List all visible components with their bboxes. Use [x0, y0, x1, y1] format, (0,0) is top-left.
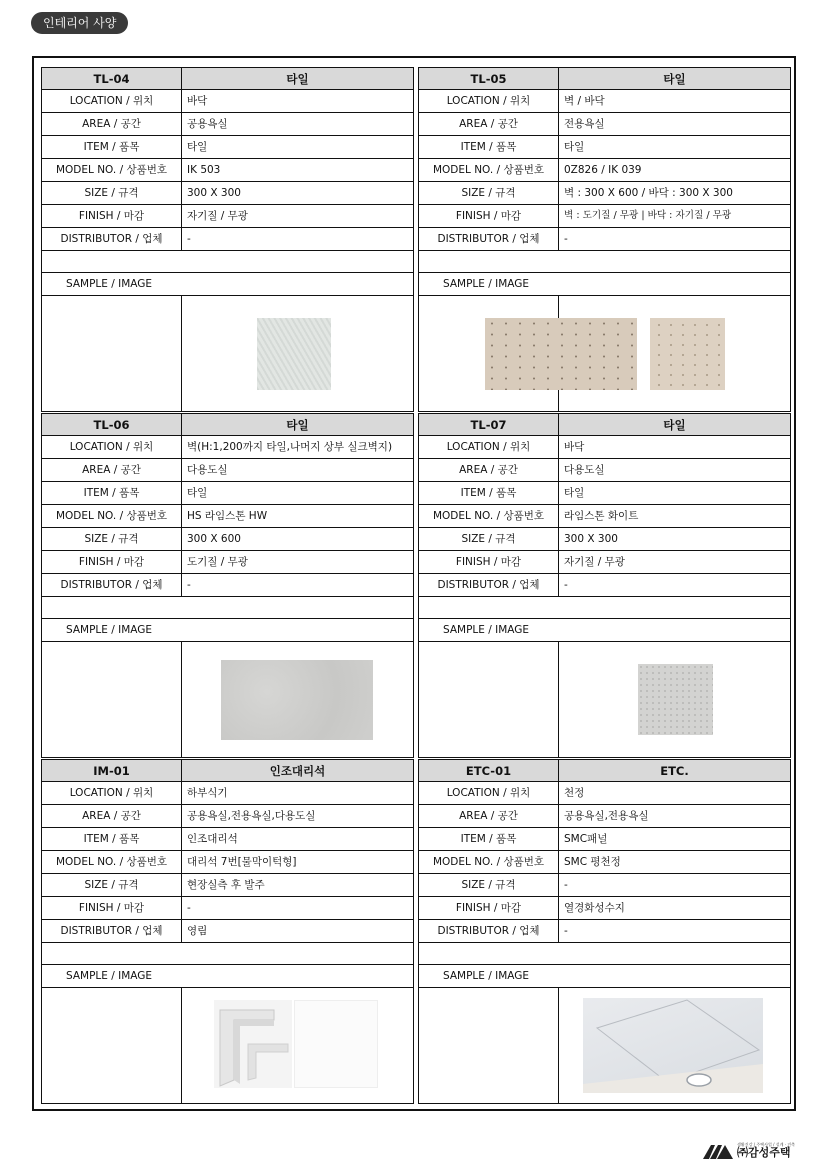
spacer-row — [418, 597, 791, 619]
model-label: MODEL NO. / 상품번호 — [419, 851, 559, 873]
model-value: 0Z826 / IK 039 — [564, 164, 642, 176]
spacer-row — [418, 943, 791, 965]
model-row — [418, 505, 791, 528]
location-label: LOCATION / 위치 — [42, 436, 182, 458]
spacer-row — [41, 251, 414, 273]
item-row — [418, 136, 791, 159]
item-value: SMC패널 — [564, 833, 608, 845]
finish-label: FINISH / 마감 — [42, 205, 182, 227]
item-value: 타일 — [564, 141, 585, 153]
area-value: 공용욕실,전용욕실,다용도실 — [187, 810, 316, 822]
finish-value: 자기질 / 무광 — [564, 556, 625, 568]
marble-surface-image — [294, 1000, 378, 1088]
distributor-value: 영림 — [187, 925, 208, 937]
location-label: LOCATION / 위치 — [42, 782, 182, 804]
model-value: 대리석 7번[물막이턱형] — [187, 856, 297, 868]
floor-tile-sample-image — [650, 318, 725, 390]
size-row — [41, 182, 414, 205]
distributor-label: DISTRIBUTOR / 업체 — [42, 228, 182, 250]
sample-label: SAMPLE / IMAGE — [443, 278, 530, 290]
spec-code: TL-06 — [42, 414, 182, 435]
model-label: MODEL NO. / 상품번호 — [42, 505, 182, 527]
marble-profile-icon — [214, 1000, 292, 1088]
finish-label: FINISH / 마감 — [419, 897, 559, 919]
spec-header-row — [41, 67, 414, 90]
sample-row — [41, 619, 414, 642]
logo-mark-icon — [703, 1143, 733, 1159]
sample-image-area — [41, 296, 414, 412]
spec-block-etc-01 — [418, 759, 791, 1105]
area-value: 공용욕실 — [187, 118, 228, 130]
finish-value: 열경화성수지 — [564, 902, 625, 914]
finish-value: 벽 : 도기질 / 무광 | 바닥 : 자기질 / 무광 — [564, 210, 732, 221]
model-row — [41, 505, 414, 528]
ceiling-sample-image — [583, 998, 763, 1093]
sample-image-area — [41, 988, 414, 1104]
spec-category: 타일 — [286, 418, 309, 432]
spec-code: TL-07 — [419, 414, 559, 435]
company-subtitle: 생활건강 / 주택사업 / 설계 · 건축 — [737, 1142, 795, 1147]
spec-frame — [32, 56, 796, 1111]
spec-block-tl-07 — [418, 413, 791, 759]
spec-header-row — [41, 413, 414, 436]
area-row — [418, 805, 791, 828]
location-value: 하부식기 — [187, 787, 228, 799]
spec-block-im-01 — [41, 759, 414, 1105]
area-label: AREA / 공간 — [419, 459, 559, 481]
spec-category: 타일 — [663, 418, 686, 432]
sample-image-area — [418, 296, 791, 412]
size-label: SIZE / 규격 — [42, 874, 182, 896]
sample-row — [41, 273, 414, 296]
size-value: 300 X 300 — [187, 187, 241, 199]
finish-value: 도기질 / 무광 — [187, 556, 248, 568]
size-value: 현장실측 후 발주 — [187, 879, 265, 891]
finish-row — [418, 205, 791, 228]
model-value: 라임스톤 화이트 — [564, 510, 639, 522]
spec-block-tl-04 — [41, 67, 414, 413]
model-label: MODEL NO. / 상품번호 — [42, 851, 182, 873]
area-row — [41, 805, 414, 828]
item-value: 타일 — [564, 487, 585, 499]
spec-code: TL-04 — [42, 68, 182, 89]
ceiling-panel-icon — [583, 998, 763, 1093]
location-row — [41, 436, 414, 459]
finish-row — [418, 897, 791, 920]
spec-category: 타일 — [663, 72, 686, 86]
tile-sample-image — [638, 664, 713, 735]
area-label: AREA / 공간 — [419, 113, 559, 135]
tile-sample-image — [221, 660, 373, 740]
distributor-row — [41, 228, 414, 251]
area-label: AREA / 공간 — [42, 113, 182, 135]
distributor-label: DISTRIBUTOR / 업체 — [42, 574, 182, 596]
location-row — [41, 90, 414, 113]
sample-label: SAMPLE / IMAGE — [66, 278, 153, 290]
spec-code: ETC-01 — [419, 760, 559, 781]
spacer-row — [418, 251, 791, 273]
model-row — [418, 851, 791, 874]
spec-header-row — [41, 759, 414, 782]
distributor-label: DISTRIBUTOR / 업체 — [419, 920, 559, 942]
area-value: 다용도실 — [564, 464, 605, 476]
item-row — [41, 136, 414, 159]
model-row — [41, 159, 414, 182]
sample-image-area — [418, 642, 791, 758]
image-left-cell — [419, 642, 559, 757]
size-row — [41, 874, 414, 897]
sample-image-area — [41, 642, 414, 758]
area-row — [41, 113, 414, 136]
spec-block-tl-06 — [41, 413, 414, 759]
size-row — [418, 874, 791, 897]
location-row — [418, 90, 791, 113]
image-left-cell — [42, 988, 182, 1103]
finish-row — [418, 551, 791, 574]
image-left-cell — [419, 988, 559, 1103]
location-value: 벽 / 바닥 — [564, 95, 605, 107]
location-row — [41, 782, 414, 805]
spec-category: 타일 — [286, 72, 309, 86]
location-label: LOCATION / 위치 — [419, 90, 559, 112]
distributor-row — [418, 920, 791, 943]
sample-label: SAMPLE / IMAGE — [443, 970, 530, 982]
finish-label: FINISH / 마감 — [419, 205, 559, 227]
finish-value: - — [187, 902, 191, 914]
sample-label: SAMPLE / IMAGE — [66, 970, 153, 982]
sample-row — [418, 965, 791, 988]
model-row — [41, 851, 414, 874]
distributor-label: DISTRIBUTOR / 업체 — [419, 228, 559, 250]
item-value: 타일 — [187, 141, 208, 153]
item-value: 타일 — [187, 487, 208, 499]
distributor-row — [41, 920, 414, 943]
item-row — [418, 482, 791, 505]
spacer-row — [41, 943, 414, 965]
size-value: - — [564, 879, 568, 891]
location-value: 바닥 — [187, 95, 208, 107]
model-label: MODEL NO. / 상품번호 — [42, 159, 182, 181]
spacer-row — [41, 597, 414, 619]
finish-label: FINISH / 마감 — [42, 551, 182, 573]
image-left-cell — [42, 642, 182, 757]
size-label: SIZE / 규격 — [419, 528, 559, 550]
image-left-cell — [42, 296, 182, 411]
finish-row — [41, 205, 414, 228]
distributor-value: - — [187, 579, 191, 591]
distributor-value: - — [564, 925, 568, 937]
model-label: MODEL NO. / 상품번호 — [419, 505, 559, 527]
distributor-row — [418, 228, 791, 251]
size-label: SIZE / 규격 — [42, 182, 182, 204]
size-row — [418, 182, 791, 205]
spec-code: IM-01 — [42, 760, 182, 781]
location-row — [418, 782, 791, 805]
size-value: 300 X 300 — [564, 533, 618, 545]
model-row — [418, 159, 791, 182]
location-value: 천정 — [564, 787, 585, 799]
distributor-label: DISTRIBUTOR / 업체 — [419, 574, 559, 596]
sample-row — [41, 965, 414, 988]
area-row — [41, 459, 414, 482]
size-label: SIZE / 규격 — [419, 182, 559, 204]
size-row — [41, 528, 414, 551]
model-value: HS 라임스톤 HW — [187, 510, 268, 522]
area-value: 다용도실 — [187, 464, 228, 476]
finish-value: 자기질 / 무광 — [187, 210, 248, 222]
item-value: 인조대리석 — [187, 833, 238, 845]
size-row — [418, 528, 791, 551]
location-value: 벽(H:1,200까지 타일,나머지 상부 실크벽지) — [187, 441, 393, 453]
area-value: 전용욕실 — [564, 118, 605, 130]
item-label: ITEM / 품목 — [419, 136, 559, 158]
area-row — [418, 113, 791, 136]
size-label: SIZE / 규격 — [419, 874, 559, 896]
spec-code: TL-05 — [419, 68, 559, 89]
marble-profile-image — [214, 1000, 292, 1088]
model-value: IK 503 — [187, 164, 221, 176]
size-value: 벽 : 300 X 600 / 바닥 : 300 X 300 — [564, 187, 733, 199]
distributor-value: - — [564, 579, 568, 591]
section-tag: 인테리어 사양 — [31, 12, 128, 34]
area-label: AREA / 공간 — [42, 805, 182, 827]
item-row — [418, 828, 791, 851]
tile-sample-image — [257, 318, 331, 390]
finish-row — [41, 897, 414, 920]
area-label: AREA / 공간 — [42, 459, 182, 481]
spec-block-tl-05 — [418, 67, 791, 413]
spec-header-row — [418, 67, 791, 90]
spec-header-row — [418, 413, 791, 436]
area-value: 공용욕실,전용욕실 — [564, 810, 649, 822]
sample-row — [418, 273, 791, 296]
location-label: LOCATION / 위치 — [419, 436, 559, 458]
distributor-row — [418, 574, 791, 597]
spec-category: 인조대리석 — [269, 764, 326, 778]
sample-image-area — [418, 988, 791, 1104]
distributor-label: DISTRIBUTOR / 업체 — [42, 920, 182, 942]
item-label: ITEM / 품목 — [419, 828, 559, 850]
distributor-value: - — [564, 233, 568, 245]
sample-label: SAMPLE / IMAGE — [66, 624, 153, 636]
sample-label: SAMPLE / IMAGE — [443, 624, 530, 636]
item-label: ITEM / 품목 — [419, 482, 559, 504]
area-label: AREA / 공간 — [419, 805, 559, 827]
item-row — [41, 482, 414, 505]
area-row — [418, 459, 791, 482]
finish-row — [41, 551, 414, 574]
company-name: ㈜감성주택 — [737, 1146, 791, 1159]
item-row — [41, 828, 414, 851]
location-label: LOCATION / 위치 — [42, 90, 182, 112]
model-value: SMC 평천정 — [564, 856, 621, 868]
distributor-value: - — [187, 233, 191, 245]
location-row — [418, 436, 791, 459]
spec-header-row — [418, 759, 791, 782]
location-value: 바닥 — [564, 441, 585, 453]
company-logo — [703, 1139, 795, 1159]
spec-category: ETC. — [660, 764, 689, 778]
location-label: LOCATION / 위치 — [419, 782, 559, 804]
sample-row — [418, 619, 791, 642]
finish-label: FINISH / 마감 — [419, 551, 559, 573]
item-label: ITEM / 품목 — [42, 828, 182, 850]
size-value: 300 X 600 — [187, 533, 241, 545]
wall-tile-sample-image — [485, 318, 637, 390]
item-label: ITEM / 품목 — [42, 136, 182, 158]
finish-label: FINISH / 마감 — [42, 897, 182, 919]
model-label: MODEL NO. / 상품번호 — [419, 159, 559, 181]
distributor-row — [41, 574, 414, 597]
item-label: ITEM / 품목 — [42, 482, 182, 504]
size-label: SIZE / 규격 — [42, 528, 182, 550]
